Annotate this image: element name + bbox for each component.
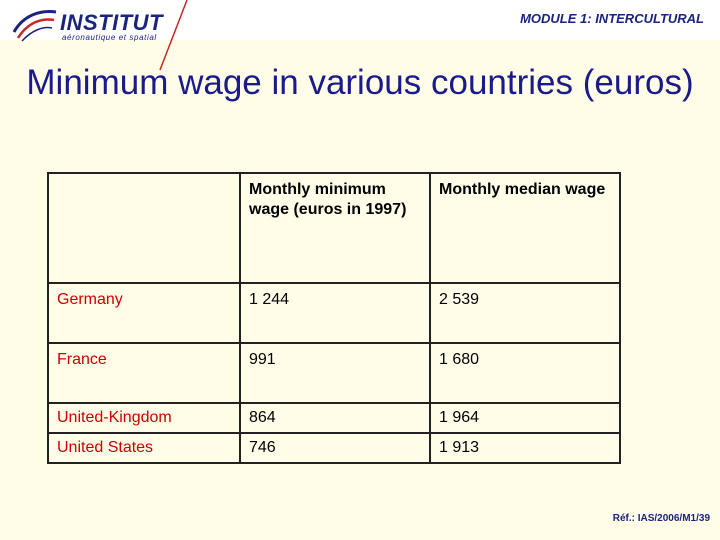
median-wage-cell: 1 680 — [430, 343, 620, 403]
table-row — [48, 343, 620, 403]
country-cell: United-Kingdom — [48, 403, 240, 433]
median-wage-cell: 1 913 — [430, 433, 620, 463]
minimum-wage-cell: 991 — [240, 343, 430, 403]
table-row — [48, 283, 620, 343]
slide-title: Minimum wage in various countries (euros) — [26, 63, 694, 102]
logo-tagline: aéronautique et spatial — [62, 33, 157, 42]
minimum-wage-cell: 864 — [240, 403, 430, 433]
median-wage-cell: 1 964 — [430, 403, 620, 433]
table-row — [48, 433, 620, 463]
table-row — [48, 403, 620, 433]
column-header-country — [48, 173, 240, 283]
column-header-minimum-wage: Monthly minimum wage (euros in 1997) — [240, 173, 430, 283]
logo-swoosh-icon — [12, 8, 58, 42]
table-header-row — [48, 173, 620, 283]
minimum-wage-cell: 746 — [240, 433, 430, 463]
institut-logo — [12, 8, 172, 42]
wage-table — [47, 172, 621, 464]
column-header-median-wage: Monthly median wage — [430, 173, 620, 283]
country-cell: United States — [48, 433, 240, 463]
median-wage-cell: 2 539 — [430, 283, 620, 343]
country-cell: Germany — [48, 283, 240, 343]
logo-wordmark: INSTITUT — [60, 10, 163, 35]
reference-code: Réf.: IAS/2006/M1/39 — [612, 513, 710, 524]
minimum-wage-cell: 1 244 — [240, 283, 430, 343]
module-label: MODULE 1: INTERCULTURAL — [520, 11, 704, 26]
country-cell: France — [48, 343, 240, 403]
